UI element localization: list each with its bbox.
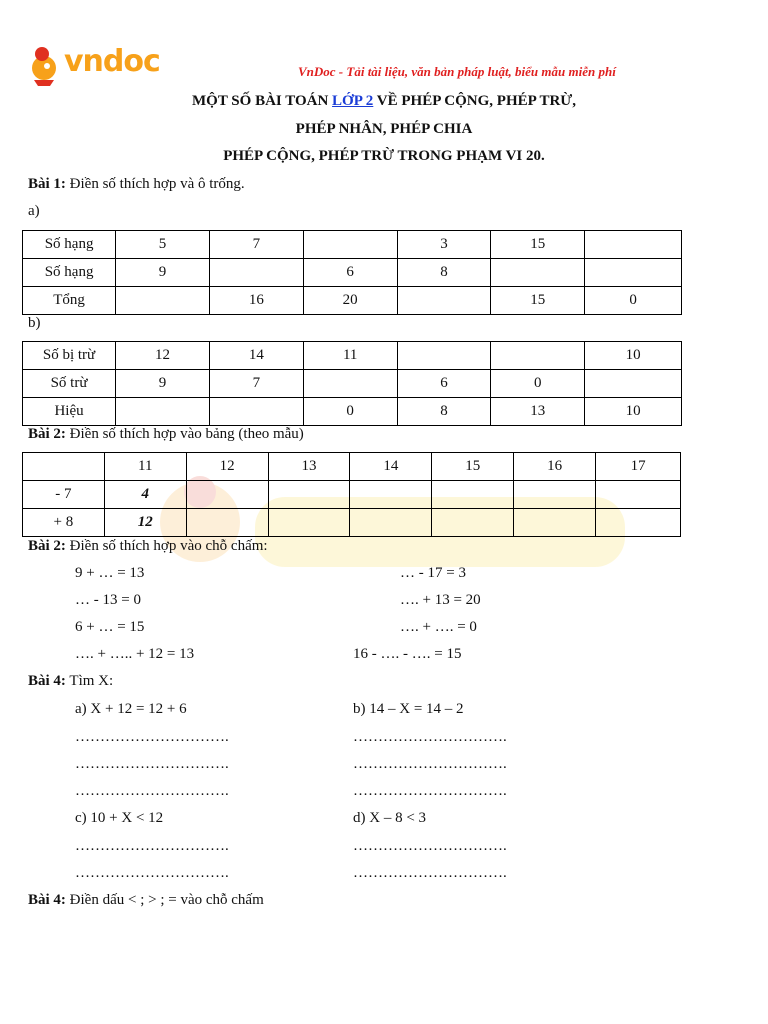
bai4-item-a: a) X + 12 = 12 + 6 (75, 701, 187, 717)
table-cell (350, 509, 432, 537)
table-cell (268, 481, 350, 509)
table-cell (491, 259, 585, 287)
table-cell: 3 (397, 231, 491, 259)
table-cell (303, 370, 397, 398)
answer-dots: …………………………. (353, 756, 507, 772)
table-cell: + 8 (23, 509, 105, 537)
table-cell (596, 509, 681, 537)
table-cell: 8 (397, 398, 491, 426)
table-cell: 16 (514, 453, 596, 481)
page-title-line3: PHÉP CỘNG, PHÉP TRỪ TRONG PHẠM VI 20. (223, 148, 545, 164)
table-cell: 12 (104, 509, 186, 537)
table-cell: - 7 (23, 481, 105, 509)
table-cell: 9 (116, 259, 210, 287)
table-cell (596, 481, 681, 509)
table-row (23, 231, 682, 259)
table-cell: Số bị trừ (23, 342, 116, 370)
table-row (23, 481, 681, 509)
table-cell: 0 (491, 370, 585, 398)
answer-dots: …………………………. (75, 729, 229, 745)
table-cell (397, 342, 491, 370)
table-cell: 11 (104, 453, 186, 481)
answer-dots: …………………………. (75, 756, 229, 772)
table-row (23, 453, 681, 481)
table-cell: 15 (491, 287, 585, 315)
table-cell: 12 (186, 453, 268, 481)
table-cell: 10 (585, 398, 682, 426)
table-cell: 20 (303, 287, 397, 315)
table-cell (514, 509, 596, 537)
fill-item-4a: …. + ….. + 12 = 13 (75, 646, 195, 662)
table-cell: Số trừ (23, 370, 116, 398)
table-cell (186, 509, 268, 537)
answer-dots: …………………………. (75, 783, 229, 799)
table-cell (303, 231, 397, 259)
table-cell: 5 (116, 231, 210, 259)
page-title-line1: MỘT SỐ BÀI TOÁN LỚP 2 VỀ PHÉP CỘNG, PHÉP TRỪ, (192, 93, 576, 109)
tagline[interactable]: VnDoc - Tải tài liệu, văn bản pháp luật, biểu mẫu miễn phí (298, 64, 616, 79)
table-cell (209, 259, 303, 287)
table-cell (186, 481, 268, 509)
table-cell (585, 231, 682, 259)
grade-link[interactable]: LỚP 2 (332, 93, 374, 109)
fill-item-4b: 16 - …. - …. = 15 (353, 646, 462, 662)
table-cell (585, 370, 682, 398)
table-cell: 7 (209, 231, 303, 259)
table-cell (491, 342, 585, 370)
bai4-heading: Bài 4: Tìm X: (28, 673, 114, 689)
fill-item-1b: … - 17 = 3 (400, 565, 466, 581)
table-cell (116, 287, 210, 315)
bai2-table-heading: Bài 2: Điền số thích hợp vào bảng (theo mẫu) (28, 426, 304, 442)
table-row (23, 259, 682, 287)
table-cell: 14 (209, 342, 303, 370)
table-cell (209, 398, 303, 426)
table-cell (397, 287, 491, 315)
table-cell: 9 (116, 370, 210, 398)
table-cell: Số hạng (23, 231, 116, 259)
fill-item-3a: 6 + … = 15 (75, 619, 145, 635)
page-title-line2: PHÉP NHÂN, PHÉP CHIA (295, 121, 473, 137)
answer-dots: …………………………. (353, 838, 507, 854)
table-row (23, 509, 681, 537)
bai4b-heading: Bài 4: Điền dấu < ; > ; = vào chỗ chấm (28, 892, 264, 908)
logo-text: vndoc (64, 44, 160, 79)
bai1-part-b: b) (28, 315, 41, 331)
table-cell (432, 509, 514, 537)
fill-item-2b: …. + 13 = 20 (400, 592, 481, 608)
table-cell (116, 398, 210, 426)
table-cell: Hiệu (23, 398, 116, 426)
table-cell (268, 509, 350, 537)
table-cell: 0 (303, 398, 397, 426)
bai1-heading: Bài 1: Điền số thích hợp và ô trống. (28, 176, 245, 192)
table-cell (350, 481, 432, 509)
fill-item-3b: …. + …. = 0 (400, 619, 477, 635)
table-cell: 17 (596, 453, 681, 481)
bai4-item-c: c) 10 + X < 12 (75, 810, 164, 826)
bai1-table-a (22, 230, 682, 315)
table-cell: 7 (209, 370, 303, 398)
table-row (23, 287, 682, 315)
table-cell: 4 (104, 481, 186, 509)
table-cell (432, 481, 514, 509)
table-cell: 0 (585, 287, 682, 315)
answer-dots: …………………………. (353, 783, 507, 799)
bai2-fill-heading: Bài 2: Điền số thích hợp vào chỗ chấm: (28, 538, 268, 554)
bai2-table (22, 452, 681, 537)
table-cell: 11 (303, 342, 397, 370)
answer-dots: …………………………. (75, 838, 229, 854)
table-cell: 13 (268, 453, 350, 481)
table-cell: 12 (116, 342, 210, 370)
table-cell: 8 (397, 259, 491, 287)
bai1-table-b (22, 341, 682, 426)
table-cell: Số hạng (23, 259, 116, 287)
table-cell: 6 (303, 259, 397, 287)
table-row (23, 342, 682, 370)
table-cell (514, 481, 596, 509)
table-cell: 15 (491, 231, 585, 259)
fill-item-1a: 9 + … = 13 (75, 565, 145, 581)
table-cell: 15 (432, 453, 514, 481)
answer-dots: …………………………. (353, 865, 507, 881)
table-row (23, 398, 682, 426)
bai4-item-d: d) X – 8 < 3 (353, 810, 427, 826)
bai1-part-a: a) (28, 203, 40, 219)
answer-dots: …………………………. (75, 865, 229, 881)
table-cell: 13 (491, 398, 585, 426)
answer-dots: …………………………. (353, 729, 507, 745)
table-cell: 16 (209, 287, 303, 315)
table-cell: Tổng (23, 287, 116, 315)
table-cell (23, 453, 105, 481)
fill-item-2a: … - 13 = 0 (75, 592, 141, 608)
table-row (23, 370, 682, 398)
table-cell: 10 (585, 342, 682, 370)
bai4-item-b: b) 14 – X = 14 – 2 (353, 701, 464, 717)
table-cell (585, 259, 682, 287)
table-cell: 14 (350, 453, 432, 481)
table-cell: 6 (397, 370, 491, 398)
